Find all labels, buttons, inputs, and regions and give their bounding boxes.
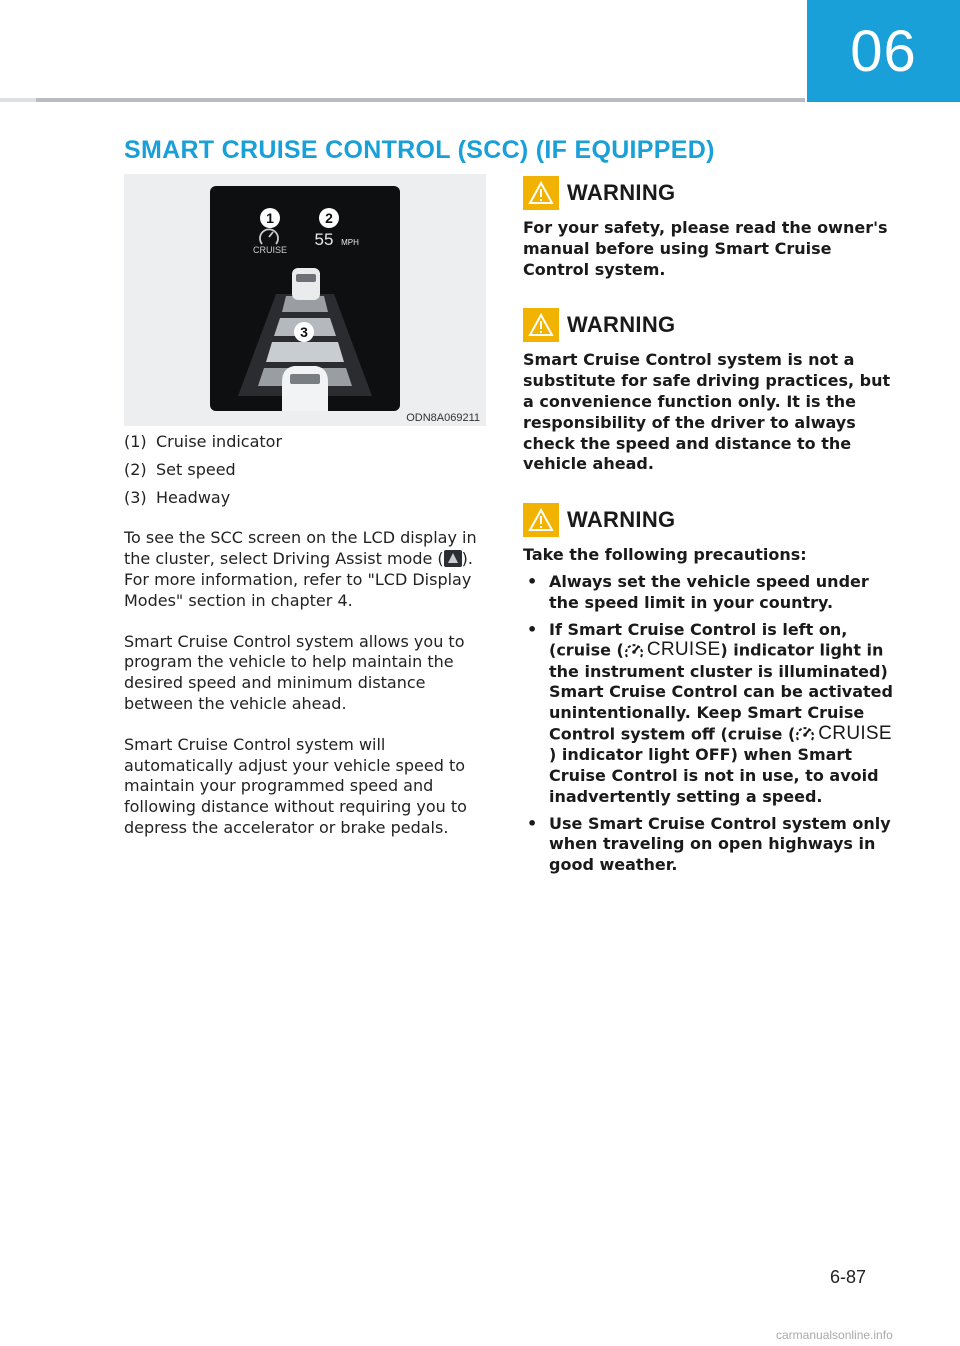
cruise-indicator-icon — [260, 229, 278, 244]
front-vehicle — [292, 268, 320, 300]
precaution-item-1: • Always set the vehicle speed under the speed limit in your country. — [523, 572, 893, 614]
right-column — [523, 176, 893, 904]
warning-triangle-icon — [523, 503, 559, 537]
warning-header-3 — [523, 503, 893, 537]
warning-label-1: WARNING — [567, 179, 676, 205]
own-vehicle-window — [290, 374, 320, 384]
header-rule-tick — [0, 98, 36, 102]
watermark: carmanualsonline.info — [776, 1328, 893, 1342]
paragraph-scc-program: Smart Cruise Control system allows you to program the vehicle to help maintain the desired speed and minimum distance between the vehicle ahead. — [124, 631, 465, 713]
set-speed-value: 55 — [314, 230, 334, 249]
warning-triangle-icon — [523, 176, 559, 210]
precaution-list — [523, 572, 893, 876]
own-vehicle — [282, 366, 328, 411]
set-speed-unit: MPH — [341, 238, 359, 247]
page-number: 6-87 — [830, 1267, 867, 1287]
headway-bar-3 — [266, 342, 344, 362]
callout-2-label: 2 — [325, 210, 333, 226]
paragraph-lcd-display: To see the SCC screen on the LCD display in the cluster, select Driving Assist mode ( ). For more information, refer to "LCD Display Modes" section in chapter 4. — [124, 528, 477, 610]
warning-label-3: WARNING — [567, 506, 676, 532]
chapter-tab — [807, 0, 960, 102]
front-vehicle-window — [296, 274, 316, 282]
legend-item-3: (3) Headway — [124, 487, 231, 507]
cluster-figure — [124, 174, 486, 426]
cruise-indicator-inline: CRUISE — [795, 724, 892, 745]
section-title: SMART CRUISE CONTROL (SCC) (IF EQUIPPED) — [124, 136, 715, 164]
legend-item-2: (2) Set speed — [124, 459, 236, 479]
warning-block-2 — [523, 308, 893, 475]
warning-intro-3: Take the following precautions: — [523, 545, 807, 565]
cruise-indicator-icon — [624, 642, 644, 660]
warning-text-2: Smart Cruise Control system is not a substitute for safe driving practices, but a convenience function only. It is the responsibility of the driver to always check the speed and distance to the vehicle ahead. — [523, 350, 891, 474]
callout-1-label: 1 — [266, 210, 274, 226]
warning-triangle-icon — [523, 308, 559, 342]
warning-header-1 — [523, 176, 893, 210]
driving-assist-mode-icon — [444, 550, 462, 567]
warning-text-1: For your safety, please read the owner's manual before using Smart Cruise Control system. — [523, 218, 888, 279]
warning-block-1 — [523, 176, 893, 280]
warning-block-3 — [523, 503, 893, 876]
chapter-number: 06 — [850, 18, 917, 84]
lcd-screen — [210, 186, 400, 411]
callout-3-label: 3 — [300, 324, 308, 340]
cruise-indicator-inline: CRUISE — [624, 640, 721, 661]
paragraph-scc-adjust: Smart Cruise Control system will automatically adjust your vehicle speed to maintain your programmed speed and following distance without requiring you to depress the accelerator or brake pedals. — [124, 734, 467, 837]
warning-header-2 — [523, 308, 893, 342]
legend-item-1: (1) Cruise indicator — [124, 432, 283, 451]
header-rule — [0, 98, 805, 102]
cruise-indicator-icon — [795, 725, 815, 743]
figure-code: ODN8A069211 — [406, 412, 480, 424]
precaution-item-2: • If Smart Cruise Control is left on, (cruise ( CRUISE ) indicator light in the instrument cluster is illuminated) Smart Cruise Control can be activated unintentionally. Keep Smart Cruise Control system off (cruise ( CRUISE ) indicator light OFF) when Smart Cruise Control is not in use, to avoid inadvertently setting a speed. — [523, 620, 893, 808]
warning-label-2: WARNING — [567, 311, 676, 337]
left-column — [124, 432, 492, 839]
lcd-illustration — [210, 186, 400, 411]
precaution-item-3: • Use Smart Cruise Control system only when traveling on open highways in good weather. — [523, 814, 893, 876]
cruise-label: CRUISE — [252, 245, 288, 255]
